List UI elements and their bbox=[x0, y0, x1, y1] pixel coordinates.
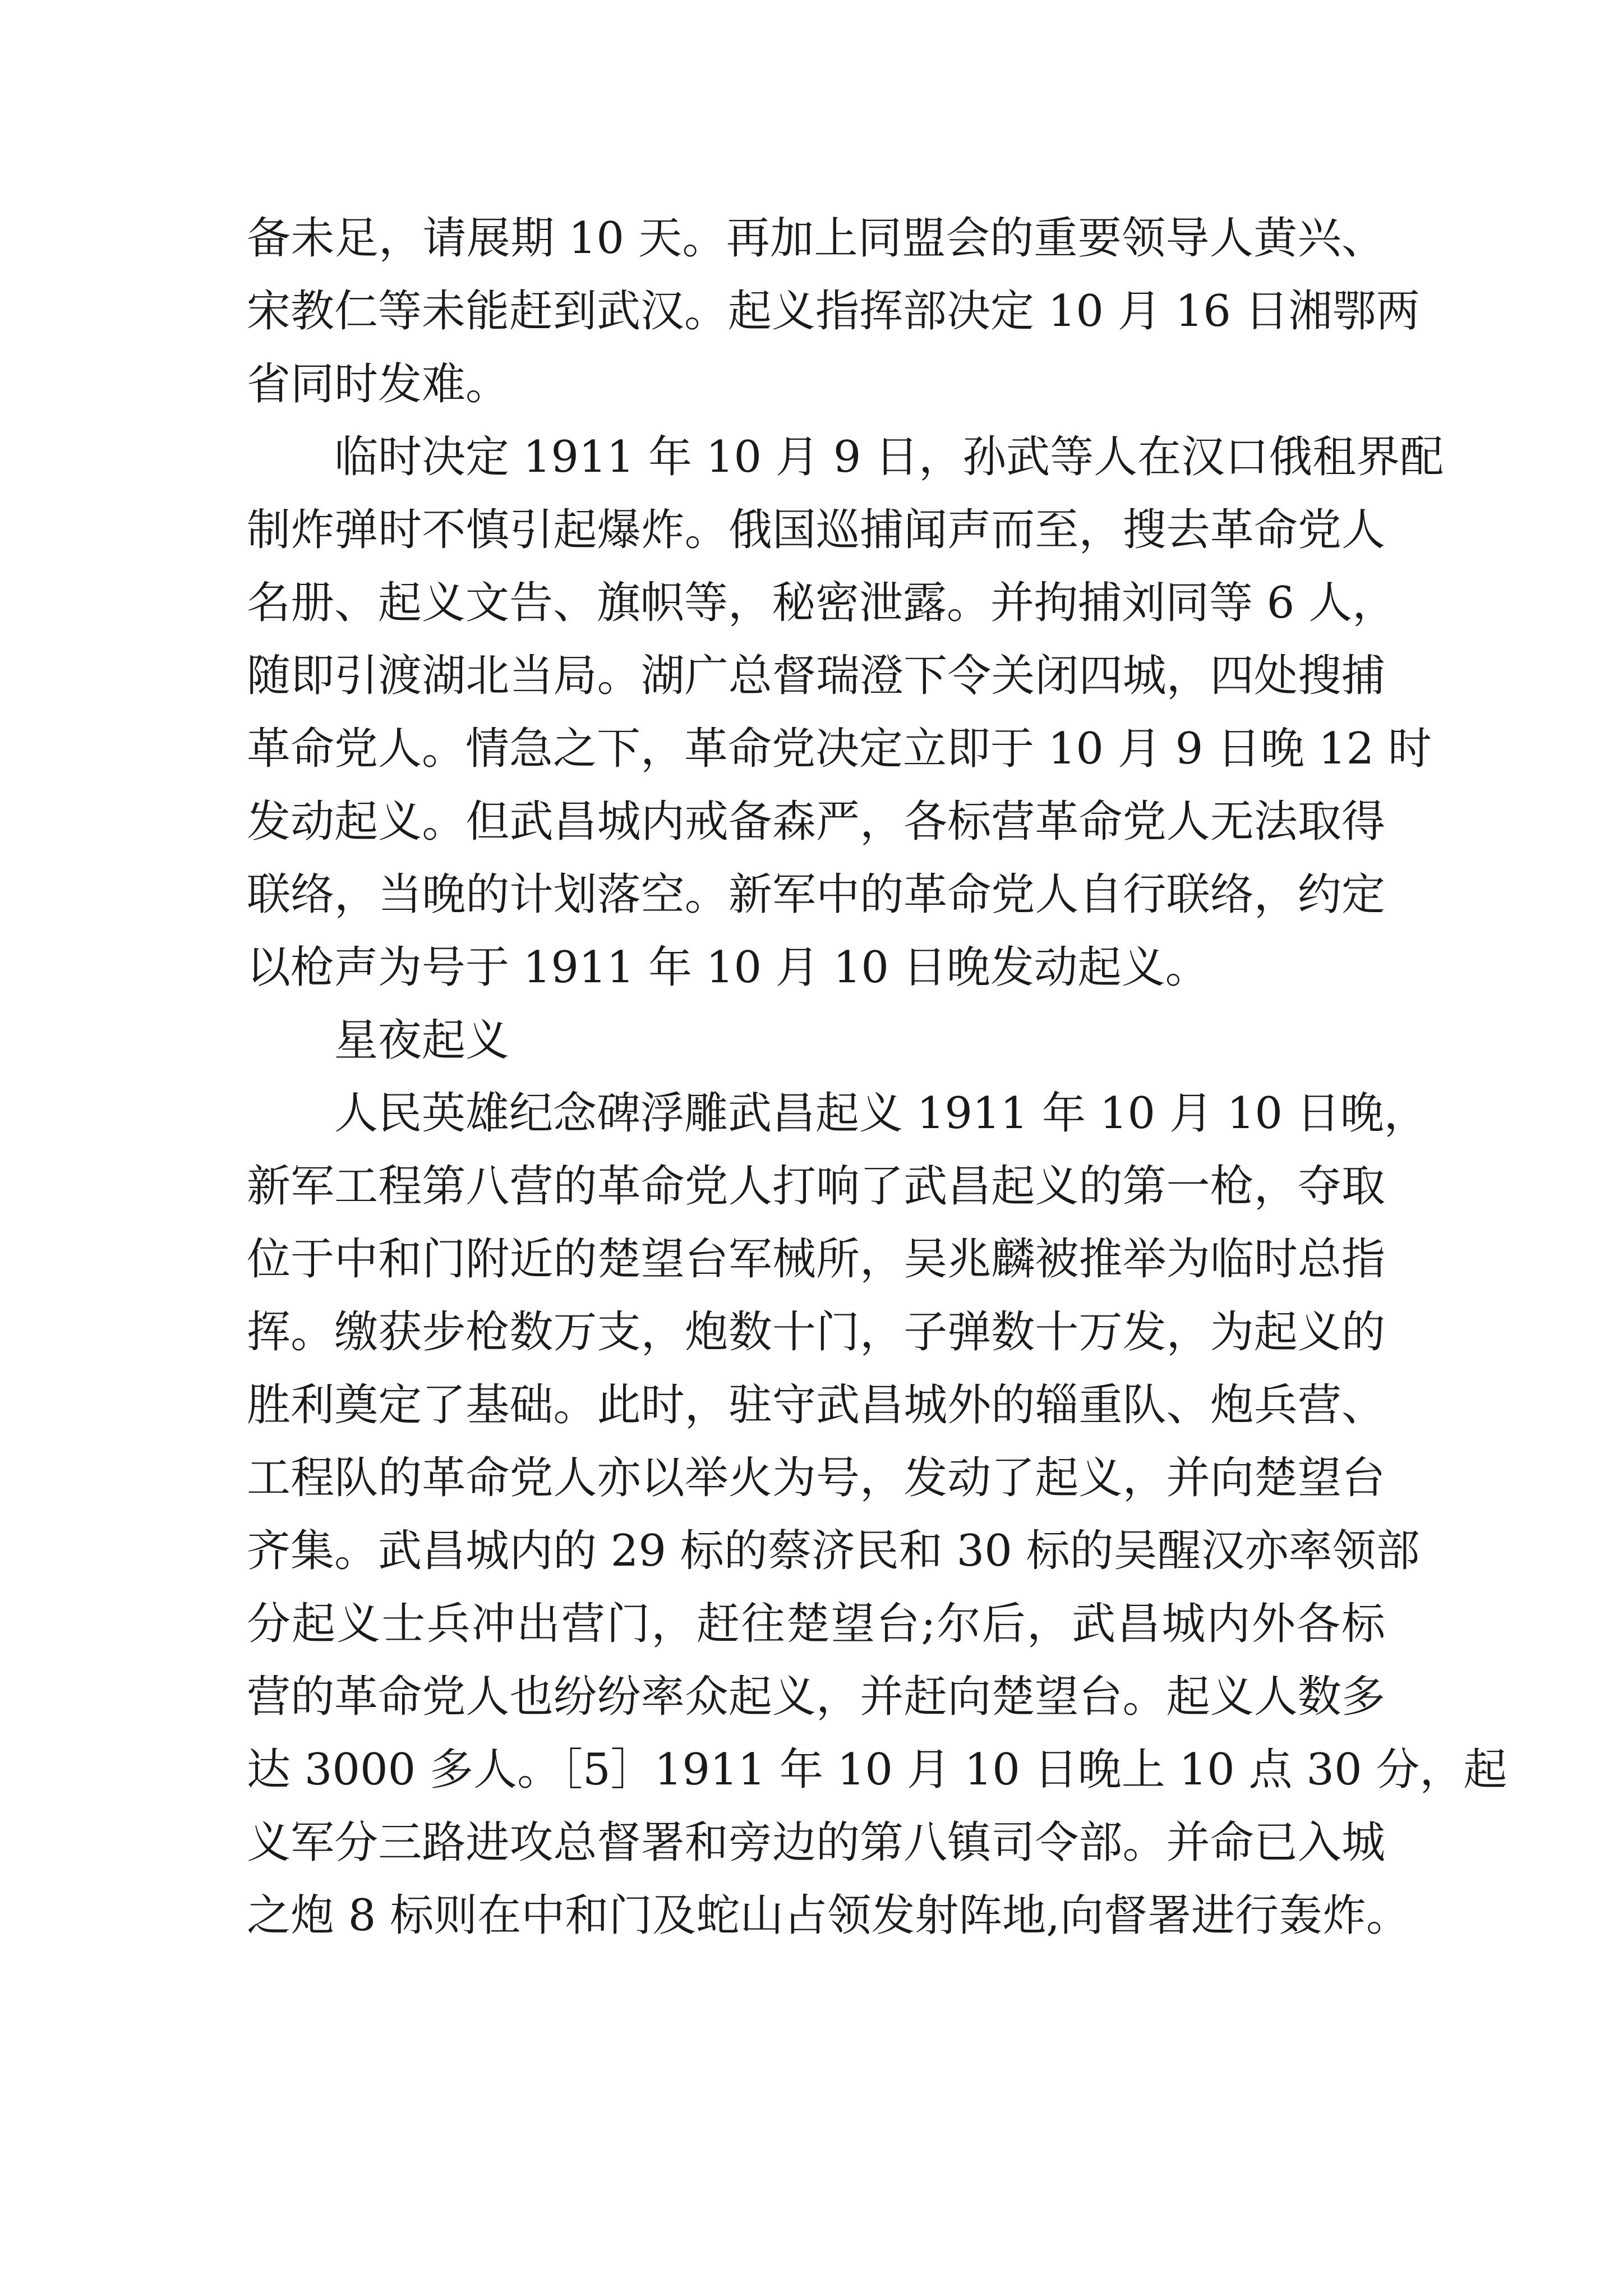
text-line: 工程队的革命党人亦以举火为号，发动了起义，并向楚望台 bbox=[247, 1453, 1385, 1503]
body-text bbox=[247, 202, 1507, 1952]
section-heading: 星夜起义 bbox=[334, 1015, 510, 1066]
text-line: 齐集。武昌城内的 29 标的蔡济民和 30 标的吴醒汉亦率领部 bbox=[247, 1526, 1420, 1576]
text-line: 之炮 8 标则在中和门及蛇山占领发射阵地,向督署进行轰炸。 bbox=[247, 1890, 1410, 1941]
text-line: 革命党人。情急之下，革命党决定立即于 10 月 9 日晚 12 时 bbox=[247, 724, 1432, 774]
text-line: 新军工程第八营的革命党人打响了武昌起义的第一枪，夺取 bbox=[247, 1161, 1385, 1212]
text-line: 省同时发难。 bbox=[247, 359, 510, 409]
text-line: 位于中和门附近的楚望台军械所，吴兆麟被推举为临时总指 bbox=[247, 1234, 1385, 1285]
text-line: 挥。缴获步枪数万支，炮数十门，子弹数十万发，为起义的 bbox=[247, 1307, 1385, 1358]
text-line: 人民英雄纪念碑浮雕武昌起义 1911 年 10 月 10 日晚， bbox=[334, 1088, 1428, 1139]
text-line: 随即引渡湖北当局。湖广总督瑞澄下令关闭四城，四处搜捕 bbox=[247, 651, 1385, 701]
text-line: 制炸弹时不慎引起爆炸。俄国巡捕闻声而至，搜去革命党人 bbox=[247, 505, 1385, 555]
text-line: 义军分三路进攻总督署和旁边的第八镇司令部。并命已入城 bbox=[247, 1818, 1385, 1868]
text-line: 宋教仁等未能赶到武汉。起义指挥部决定 10 月 16 日湘鄂两 bbox=[247, 286, 1420, 337]
text-line: 以枪声为号于 1911 年 10 月 10 日晚发动起义。 bbox=[247, 942, 1209, 993]
text-line: 营的革命党人也纷纷率众起义，并赶向楚望台。起义人数多 bbox=[247, 1672, 1385, 1722]
text-line: 名册、起义文告、旗帜等，秘密泄露。并拘捕刘同等 6 人， bbox=[247, 578, 1396, 628]
text-line: 联络，当晚的计划落空。新军中的革命党人自行联络，约定 bbox=[247, 869, 1385, 920]
text-line: 胜利奠定了基础。此时，驻守武昌城外的辎重队、炮兵营、 bbox=[247, 1380, 1385, 1430]
text-line: 达 3000 多人。［5］1911 年 10 月 10 日晚上 10 点 30 分，起 bbox=[247, 1745, 1507, 1795]
text-line: 分起义士兵冲出营门，赶往楚望台;尔后，武昌城内外各标 bbox=[247, 1599, 1385, 1649]
text-line: 发动起义。但武昌城内戒备森严，各标营革命党人无法取得 bbox=[247, 797, 1385, 847]
text-line: 临时决定 1911 年 10 月 9 日，孙武等人在汉口俄租界配 bbox=[334, 432, 1444, 482]
text-line: 备未足，请展期 10 天。再加上同盟会的重要领导人黄兴、 bbox=[247, 213, 1385, 264]
